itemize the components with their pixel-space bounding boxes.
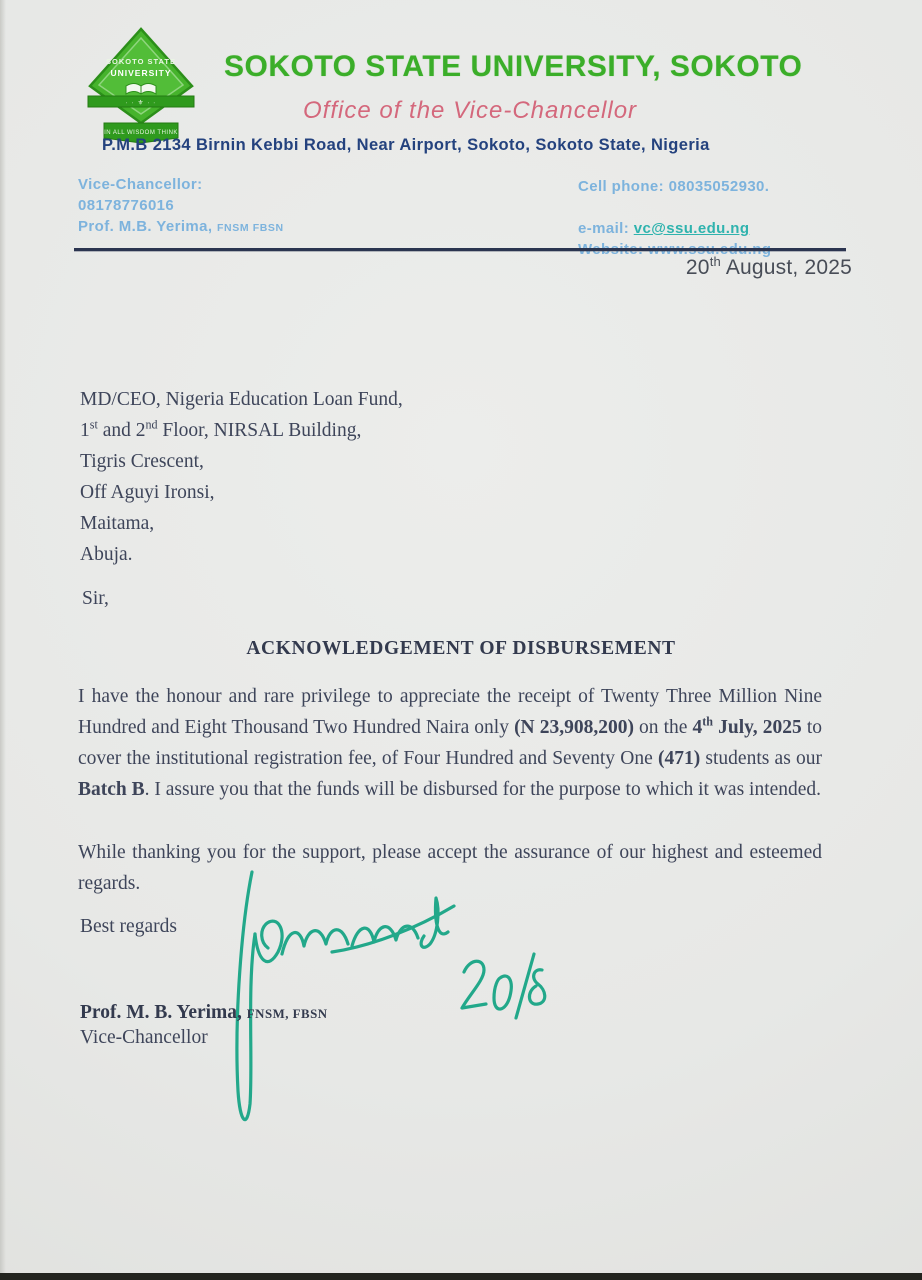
page-edge-bottom: [0, 1273, 922, 1280]
contact-spacer: [578, 197, 771, 218]
signatory-role: Vice-Chancellor: [80, 1027, 208, 1048]
salutation: Sir,: [82, 588, 109, 609]
letter-date: 20th August, 2025: [685, 254, 852, 279]
office-subtitle: Office of the Vice-Chancellor: [303, 97, 638, 124]
body-paragraph-1: I have the honour and rare privilege to appreciate the receipt of Twenty Three Million Nine Hundred and Eight Thousand Two Hundred Naira only (N 23,908,200) on the 4th July, 2025 to cover the institutional registration fee, of Four Hundred and Seventy One (471) students as our Batch B. I assure you that the funds will be disbursed for the purpose to which it was intended.: [78, 686, 823, 800]
email-line: [578, 218, 771, 239]
vc-label: Vice-Chancellor:: [78, 176, 203, 193]
cell-phone: Cell phone: 08035052930.: [578, 178, 770, 195]
crest-icon: [84, 26, 198, 148]
vc-name: Prof. M.B. Yerima, FNSM FBSN: [78, 218, 284, 235]
vc-phone: 08178776016: [78, 197, 175, 214]
contact-block-left: [78, 174, 284, 239]
subject-heading: ACKNOWLEDGEMENT OF DISBURSEMENT: [246, 638, 676, 659]
recipient-line: Abuja.: [80, 544, 133, 565]
letterhead-address: P.M.B 2134 Birnin Kebbi Road, Near Airport, Sokoto, Sokoto State, Nigeria: [102, 136, 710, 154]
university-crest-logo: [84, 26, 198, 148]
recipient-address-block: [80, 384, 403, 570]
svg-text:SOKOTO STATE: SOKOTO STATE: [106, 57, 176, 66]
signatory-name: Prof. M. B. Yerima, FNSM, FBSN: [80, 1002, 328, 1023]
closing-line: Best regards: [80, 916, 177, 937]
recipient-line: Maitama,: [80, 513, 155, 534]
svg-text:IN ALL WISDOM THINK: IN ALL WISDOM THINK: [104, 130, 178, 136]
university-name-heading: SOKOTO STATE UNIVERSITY, SOKOTO: [224, 50, 803, 83]
svg-text:UNIVERSITY: UNIVERSITY: [110, 68, 172, 78]
email-address: vc@ssu.edu.ng: [633, 220, 750, 237]
page-edge-left: [0, 0, 6, 1280]
email-label: e-mail:: [578, 220, 634, 237]
recipient-line: Off Aguyi Ironsi,: [80, 482, 215, 503]
recipient-line: 1st and 2nd Floor, NIRSAL Building,: [80, 417, 362, 441]
letterhead-divider: [74, 248, 846, 251]
recipient-line: Tigris Crescent,: [80, 451, 204, 472]
body-paragraph-2: While thanking you for the support, please accept the assurance of our highest and esteemed regards.: [78, 842, 822, 894]
svg-text:· · ⚜ · ·: · · ⚜ · ·: [125, 99, 157, 107]
recipient-line: MD/CEO, Nigeria Education Loan Fund,: [80, 389, 403, 410]
